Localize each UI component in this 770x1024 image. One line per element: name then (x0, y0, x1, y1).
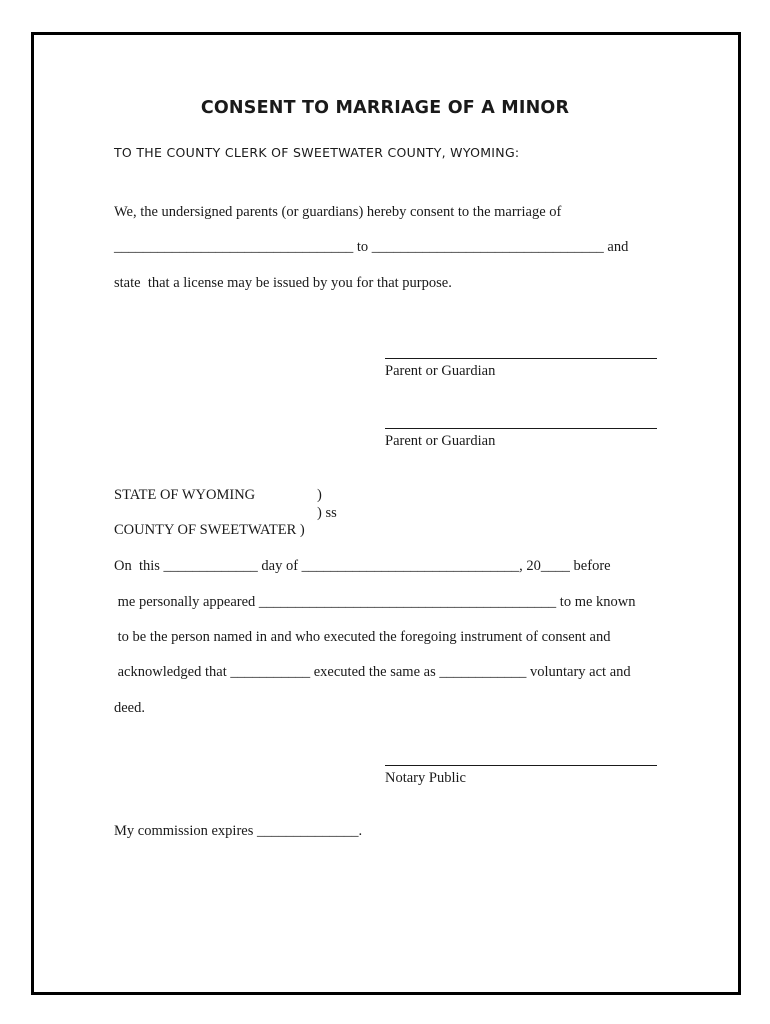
consent-text-line-1: We, the undersigned parents (or guardians) hereby consent to the marriage of (114, 204, 562, 220)
venue-state: STATE OF WYOMING (114, 487, 256, 503)
acknowledgment-line-4[interactable]: acknowledged that ___________ executed the same as ____________ voluntary act and (114, 664, 631, 680)
parent-signature-label-2: Parent or Guardian (385, 433, 496, 449)
page-border (31, 32, 741, 995)
venue-county: COUNTY OF SWEETWATER ) (114, 522, 305, 538)
consent-text-line-2[interactable]: _________________________________ to ________________________________ and (114, 239, 629, 255)
parent-signature-line-1[interactable] (385, 358, 657, 359)
parent-signature-label-1: Parent or Guardian (385, 363, 496, 379)
acknowledgment-line-1[interactable]: On this _____________ day of ______________________________, 20____ before (114, 558, 611, 574)
acknowledgment-line-2[interactable]: me personally appeared _________________________________________ to me known (114, 594, 636, 610)
addressee-heading: TO THE COUNTY CLERK OF SWEETWATER COUNTY, WYOMING: (114, 145, 520, 160)
notary-label: Notary Public (385, 770, 466, 786)
consent-text-line-3: state that a license may be issued by you for that purpose. (114, 275, 452, 291)
acknowledgment-line-5: deed. (114, 700, 145, 716)
parent-signature-line-2[interactable] (385, 428, 657, 429)
acknowledgment-line-3: to be the person named in and who executed the foregoing instrument of consent and (114, 629, 611, 645)
form-title: CONSENT TO MARRIAGE OF A MINOR (200, 98, 570, 118)
commission-expiry[interactable]: My commission expires ______________. (114, 823, 363, 839)
notary-signature-line[interactable] (385, 765, 657, 766)
venue-paren: ) (317, 487, 322, 503)
venue-ss: ) ss (317, 505, 337, 521)
